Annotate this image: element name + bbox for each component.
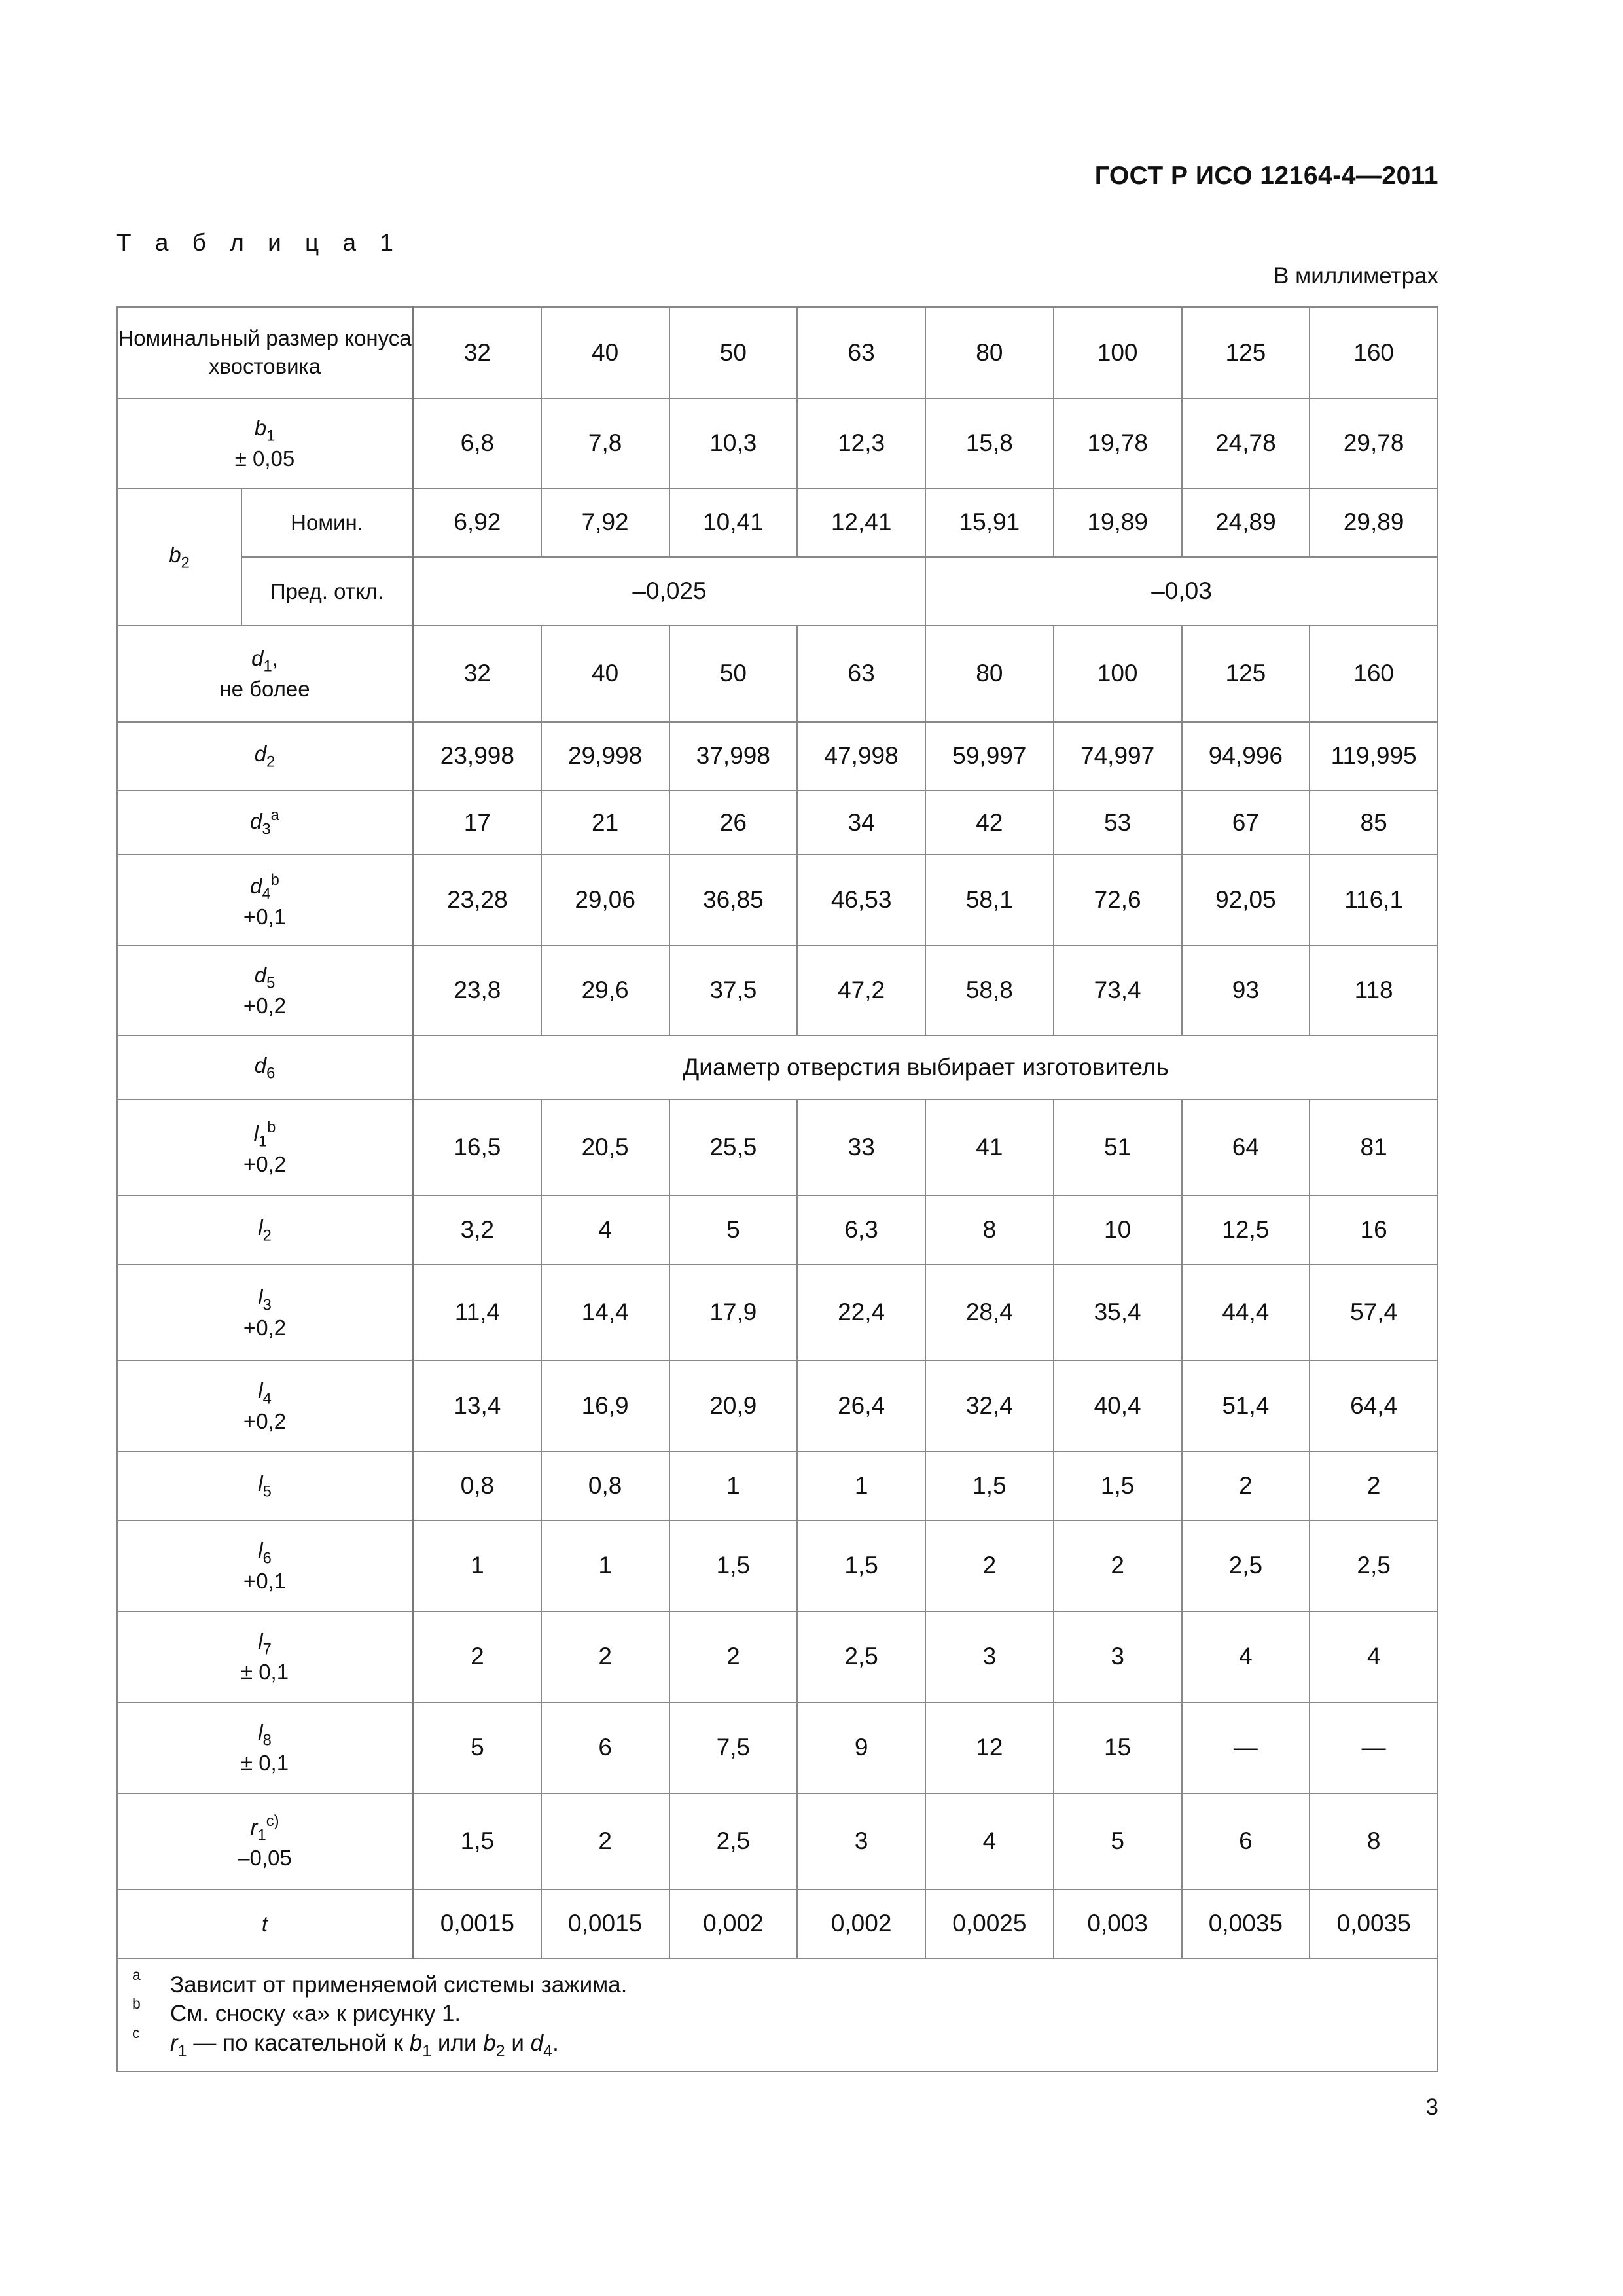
value-cell: 125: [1182, 626, 1310, 722]
b2-deviation-row: [117, 557, 1438, 626]
symbol-letter: l: [258, 1471, 263, 1496]
symbol-footnote-mark: a: [270, 806, 279, 825]
footnote: [132, 2024, 1437, 2062]
symbol-letter: d: [254, 963, 267, 988]
value-cell: 1,5: [925, 1452, 1054, 1520]
value-cell: 1,5: [1054, 1452, 1182, 1520]
symbol-letter: r: [250, 1814, 258, 1839]
parameter-symbol: [258, 1629, 272, 1659]
value-cell: 8: [1310, 1793, 1438, 1890]
value-cell: —: [1182, 1702, 1310, 1793]
value-cell: 72,6: [1054, 855, 1182, 946]
parameter-label-cell: [117, 1611, 413, 1702]
parameter-symbol: [258, 1471, 272, 1501]
value-cell: 0,002: [669, 1890, 798, 1958]
size-header-cell: 50: [669, 307, 798, 399]
value-cell: 9: [797, 1702, 925, 1793]
value-cell: 118: [1310, 946, 1438, 1035]
value-cell: 0,0035: [1310, 1890, 1438, 1958]
symbol-subscript: 6: [262, 1549, 272, 1568]
value-cell: 160: [1310, 626, 1438, 722]
value-cell: 100: [1054, 626, 1182, 722]
value-cell: 53: [1054, 791, 1182, 855]
symbol-subscript: 1: [263, 657, 272, 675]
value-cell: 2: [925, 1520, 1054, 1611]
value-cell: 16,5: [413, 1100, 541, 1196]
size-header-cell: 40: [541, 307, 669, 399]
tolerance-label: ± 0,1: [240, 1660, 289, 1685]
parameter-label-cell: [117, 855, 413, 946]
value-cell: 4: [541, 1196, 669, 1265]
parameter-row: [117, 1793, 1438, 1890]
value-cell: 1: [413, 1520, 541, 1611]
table-caption: Т а б л и ц а 1: [116, 229, 402, 256]
parameter-row: [117, 1890, 1438, 1958]
parameter-symbol: [250, 806, 279, 838]
symbol-subscript: 3: [262, 820, 271, 838]
value-cell: 16,9: [541, 1361, 669, 1452]
parameter-row: [117, 855, 1438, 946]
value-cell: 29,6: [541, 946, 669, 1035]
value-cell: 26,4: [797, 1361, 925, 1452]
size-header-cell: 160: [1310, 307, 1438, 399]
size-header-cell: 80: [925, 307, 1054, 399]
value-cell: 40: [541, 626, 669, 722]
b2-nominal-label: Номин.: [241, 488, 413, 557]
value-cell: 29,78: [1310, 399, 1438, 488]
parameter-label-cell: [117, 1196, 413, 1265]
value-cell: 2: [1054, 1520, 1182, 1611]
value-cell: 7,5: [669, 1702, 798, 1793]
value-cell: 92,05: [1182, 855, 1310, 946]
footnotes-cell: [117, 1958, 1438, 2072]
symbol-letter: t: [261, 1911, 268, 1936]
parameter-row: [117, 1100, 1438, 1196]
value-cell: 1,5: [669, 1520, 798, 1611]
tolerance-label: +0,2: [243, 1409, 287, 1434]
parameter-symbol: [169, 542, 190, 571]
b2-symbol-cell: [117, 488, 241, 626]
parameter-symbol: [258, 1720, 272, 1749]
size-header-cell: 32: [413, 307, 541, 399]
symbol-letter: l: [258, 1285, 263, 1310]
footnote-mark: b: [132, 1995, 141, 2013]
footnote-text: Зависит от применяемой системы зажима.: [170, 1972, 628, 1998]
value-cell: 1: [669, 1452, 798, 1520]
value-cell: 0,0015: [413, 1890, 541, 1958]
size-header-cell: 100: [1054, 307, 1182, 399]
parameter-row: [117, 1520, 1438, 1611]
symbol-subscript: 2: [262, 1227, 272, 1245]
symbol-subscript: 3: [262, 1296, 272, 1314]
symbol-letter: d: [250, 873, 262, 898]
value-cell: 116,1: [1310, 855, 1438, 946]
value-cell: 14,4: [541, 1265, 669, 1361]
value-cell: 59,997: [925, 722, 1054, 791]
tolerance-label: не более: [219, 677, 310, 702]
symbol-subscript: 4: [262, 1390, 272, 1408]
symbol-subscript: 5: [266, 974, 276, 992]
parameter-label-cell: [117, 399, 413, 488]
value-cell: 28,4: [925, 1265, 1054, 1361]
value-cell: 23,8: [413, 946, 541, 1035]
footnote-symbol: r: [170, 2030, 178, 2056]
parameter-label-cell: [117, 722, 413, 791]
value-cell: 2: [413, 1611, 541, 1702]
value-cell: 4: [1310, 1611, 1438, 1702]
value-cell: 22,4: [797, 1265, 925, 1361]
parameter-symbol: [251, 646, 278, 675]
parameter-symbol: [258, 1215, 272, 1245]
symbol-subscript: 8: [262, 1731, 272, 1749]
value-cell: —: [1310, 1702, 1438, 1793]
value-cell: 24,89: [1182, 488, 1310, 557]
d6-row: [117, 1035, 1438, 1100]
value-cell: 41: [925, 1100, 1054, 1196]
size-header-cell: 63: [797, 307, 925, 399]
value-cell: 40,4: [1054, 1361, 1182, 1452]
value-cell: 12,3: [797, 399, 925, 488]
header-label-cell: Номинальный размер конуса хвостовика: [117, 307, 413, 399]
footnote: [132, 1966, 1437, 2000]
symbol-subscript: 5: [262, 1482, 272, 1501]
footnote-text: — по касательной к: [187, 2030, 410, 2056]
symbol-letter: b: [169, 542, 181, 567]
value-cell: 2,5: [1310, 1520, 1438, 1611]
footnote: [132, 1995, 1437, 2028]
parameter-row: [117, 626, 1438, 722]
value-cell: 15: [1054, 1702, 1182, 1793]
parameter-symbol: [258, 1378, 272, 1408]
value-cell: 2: [1310, 1452, 1438, 1520]
symbol-letter: d: [254, 1052, 267, 1077]
value-cell: 47,2: [797, 946, 925, 1035]
value-cell: 29,89: [1310, 488, 1438, 557]
parameter-label-cell: [117, 1702, 413, 1793]
parameter-label-cell: [117, 946, 413, 1035]
value-cell: 2: [669, 1611, 798, 1702]
tolerance-label: +0,2: [243, 1316, 287, 1340]
value-cell: 32,4: [925, 1361, 1054, 1452]
value-cell: 0,003: [1054, 1890, 1182, 1958]
value-cell: 42: [925, 791, 1054, 855]
value-cell: 4: [1182, 1611, 1310, 1702]
parameter-row: [117, 1265, 1438, 1361]
parameter-symbol: [254, 416, 276, 445]
parameter-symbol: [258, 1538, 272, 1568]
value-cell: 1,5: [797, 1520, 925, 1611]
value-cell: 80: [925, 626, 1054, 722]
value-cell: 119,995: [1310, 722, 1438, 791]
parameter-row: [117, 1702, 1438, 1793]
value-cell: 20,9: [669, 1361, 798, 1452]
value-cell: 13,4: [413, 1361, 541, 1452]
symbol-subscript: 4: [262, 885, 271, 903]
symbol-footnote-mark: c): [266, 1812, 279, 1830]
symbol-subscript: 7: [262, 1640, 272, 1659]
tolerance-label: +0,1: [243, 1569, 287, 1594]
value-cell: 1: [541, 1520, 669, 1611]
parameter-row: [117, 1452, 1438, 1520]
value-cell: 12,41: [797, 488, 925, 557]
symbol-letter: d: [250, 809, 262, 834]
value-cell: 3: [797, 1793, 925, 1890]
value-cell: 67: [1182, 791, 1310, 855]
value-cell: 17: [413, 791, 541, 855]
parameter-label-cell: [117, 1265, 413, 1361]
value-cell: 5: [669, 1196, 798, 1265]
value-cell: 2: [541, 1611, 669, 1702]
value-cell: 19,78: [1054, 399, 1182, 488]
value-cell: 2,5: [669, 1793, 798, 1890]
b2-deviation-label: Пред. откл.: [241, 557, 413, 626]
value-cell: 29,998: [541, 722, 669, 791]
value-cell: 1: [797, 1452, 925, 1520]
value-cell: 74,997: [1054, 722, 1182, 791]
footnote-symbol: d: [530, 2030, 544, 2056]
value-cell: 0,0015: [541, 1890, 669, 1958]
value-cell: 51: [1054, 1100, 1182, 1196]
value-cell: 0,8: [541, 1452, 669, 1520]
value-cell: 2: [1182, 1452, 1310, 1520]
footnote-mark: a: [132, 1966, 141, 1983]
value-cell: 6: [1182, 1793, 1310, 1890]
value-cell: 34: [797, 791, 925, 855]
value-cell: 47,998: [797, 722, 925, 791]
parameter-symbol: [258, 1285, 272, 1314]
symbol-letter: d: [251, 646, 264, 671]
symbol-letter: l: [258, 1378, 263, 1403]
parameter-label-cell: [117, 626, 413, 722]
value-cell: 15,91: [925, 488, 1054, 557]
parameter-label-cell: [117, 1361, 413, 1452]
symbol-subscript: 6: [266, 1064, 276, 1082]
symbol-subscript: 1: [266, 427, 276, 445]
footnote-subscript: 4: [543, 2041, 553, 2060]
value-cell: 6,8: [413, 399, 541, 488]
value-cell: 29,06: [541, 855, 669, 946]
value-cell: 33: [797, 1100, 925, 1196]
value-cell: 2,5: [1182, 1520, 1310, 1611]
value-cell: 44,4: [1182, 1265, 1310, 1361]
tolerance-label: ± 0,1: [240, 1751, 289, 1776]
value-cell: 36,85: [669, 855, 798, 946]
value-cell: 8: [925, 1196, 1054, 1265]
tolerance-label: +0,2: [243, 1151, 287, 1176]
value-cell: 7,92: [541, 488, 669, 557]
value-cell: 0,8: [413, 1452, 541, 1520]
value-cell: 57,4: [1310, 1265, 1438, 1361]
value-cell: 25,5: [669, 1100, 798, 1196]
value-cell: 23,28: [413, 855, 541, 946]
value-cell: 1,5: [413, 1793, 541, 1890]
value-cell: 64,4: [1310, 1361, 1438, 1452]
parameter-symbol: [250, 1812, 279, 1844]
size-header-cell: 125: [1182, 307, 1310, 399]
deviation-value-cell: –0,025: [413, 557, 925, 626]
value-cell: 2: [541, 1793, 669, 1890]
parameter-symbol: [262, 1912, 268, 1936]
value-cell: 63: [797, 626, 925, 722]
symbol-letter: b: [254, 416, 267, 440]
tolerance-label: +0,2: [243, 994, 287, 1018]
value-cell: 51,4: [1182, 1361, 1310, 1452]
parameter-symbol: [250, 870, 279, 903]
value-cell: 81: [1310, 1100, 1438, 1196]
value-cell: 0,002: [797, 1890, 925, 1958]
value-cell: 21: [541, 791, 669, 855]
value-cell: 50: [669, 626, 798, 722]
value-cell: 35,4: [1054, 1265, 1182, 1361]
value-cell: 94,996: [1182, 722, 1310, 791]
value-cell: 12,5: [1182, 1196, 1310, 1265]
parameter-symbol: [254, 963, 276, 992]
table-header-row: [117, 307, 1438, 399]
symbol-suffix: ,: [272, 646, 278, 671]
parameter-row: [117, 1611, 1438, 1702]
value-cell: 46,53: [797, 855, 925, 946]
value-cell: 17,9: [669, 1265, 798, 1361]
footnote-text: См. сноску «а» к рисунку 1.: [170, 2001, 461, 2027]
symbol-letter: l: [258, 1629, 263, 1654]
footnote-text: и: [505, 2030, 531, 2056]
value-cell: 10: [1054, 1196, 1182, 1265]
value-cell: 10,3: [669, 399, 798, 488]
tolerance-label: ± 0,05: [234, 446, 295, 471]
parameter-symbol: [254, 742, 276, 771]
footnote-symbol: b: [409, 2030, 423, 2056]
value-cell: 6,92: [413, 488, 541, 557]
symbol-letter: l: [253, 1121, 259, 1145]
value-cell: 16: [1310, 1196, 1438, 1265]
symbol-letter: d: [254, 742, 267, 766]
b2-nominal-row: [117, 488, 1438, 557]
symbol-letter: l: [258, 1215, 263, 1240]
value-cell: 5: [1054, 1793, 1182, 1890]
parameter-label-cell: [117, 791, 413, 855]
page-number: 3: [1425, 2094, 1438, 2120]
value-cell: 6: [541, 1702, 669, 1793]
symbol-subscript: 1: [257, 1826, 266, 1844]
value-cell: 37,998: [669, 722, 798, 791]
parameter-row: [117, 946, 1438, 1035]
value-cell: 3: [925, 1611, 1054, 1702]
deviation-value-cell: –0,03: [925, 557, 1438, 626]
value-cell: 58,8: [925, 946, 1054, 1035]
units-note: В миллиметрах: [1274, 263, 1438, 289]
value-cell: 2,5: [797, 1611, 925, 1702]
standard-code: ГОСТ Р ИСО 12164-4—2011: [1094, 162, 1438, 190]
value-cell: 0,0025: [925, 1890, 1054, 1958]
value-cell: 12: [925, 1702, 1054, 1793]
footnote-subscript: 1: [422, 2041, 432, 2060]
footnote-subscript: 2: [495, 2041, 505, 2060]
value-cell: 20,5: [541, 1100, 669, 1196]
symbol-footnote-mark: b: [270, 870, 279, 889]
tolerance-label: –0,05: [238, 1845, 292, 1870]
value-cell: 32: [413, 626, 541, 722]
value-cell: 3,2: [413, 1196, 541, 1265]
parameter-label-cell: [117, 1793, 413, 1890]
symbol-subscript: 1: [258, 1132, 268, 1151]
parameter-label-cell: [117, 1100, 413, 1196]
value-cell: 26: [669, 791, 798, 855]
value-cell: 64: [1182, 1100, 1310, 1196]
footnote-subscript: 1: [177, 2041, 187, 2060]
footnote-mark: c: [132, 2024, 140, 2041]
value-cell: 5: [413, 1702, 541, 1793]
symbol-letter: l: [258, 1538, 263, 1563]
parameter-symbol: [253, 1118, 276, 1151]
value-cell: 37,5: [669, 946, 798, 1035]
value-cell: 73,4: [1054, 946, 1182, 1035]
value-cell: 10,41: [669, 488, 798, 557]
value-cell: 15,8: [925, 399, 1054, 488]
tolerance-label: +0,1: [243, 904, 287, 929]
parameter-row: [117, 722, 1438, 791]
value-cell: 24,78: [1182, 399, 1310, 488]
d6-note-cell: Диаметр отверстия выбирает изготовитель: [413, 1035, 1438, 1100]
value-cell: 58,1: [925, 855, 1054, 946]
symbol-footnote-mark: b: [267, 1118, 276, 1136]
value-cell: 4: [925, 1793, 1054, 1890]
value-cell: 23,998: [413, 722, 541, 791]
footnote-symbol: b: [483, 2030, 496, 2056]
symbol-letter: l: [258, 1720, 263, 1745]
value-cell: 0,0035: [1182, 1890, 1310, 1958]
symbol-subscript: 2: [181, 553, 190, 571]
parameter-row: [117, 399, 1438, 488]
value-cell: 7,8: [541, 399, 669, 488]
value-cell: 93: [1182, 946, 1310, 1035]
parameter-row: [117, 1196, 1438, 1265]
value-cell: 19,89: [1054, 488, 1182, 557]
parameter-label-cell: [117, 1035, 413, 1100]
value-cell: 11,4: [413, 1265, 541, 1361]
parameter-row: [117, 1361, 1438, 1452]
footnote-text: .: [552, 2030, 559, 2056]
parameter-label-cell: [117, 1890, 413, 1958]
parameter-row: [117, 791, 1438, 855]
value-cell: 85: [1310, 791, 1438, 855]
footnotes-row: [117, 1958, 1438, 2072]
value-cell: 3: [1054, 1611, 1182, 1702]
parameter-symbol: [254, 1052, 276, 1082]
symbol-subscript: 2: [266, 753, 276, 771]
parameter-label-cell: [117, 1520, 413, 1611]
value-cell: 6,3: [797, 1196, 925, 1265]
footnote-text: или: [431, 2030, 484, 2056]
dimensions-table: [116, 306, 1438, 2072]
parameter-label-cell: [117, 1452, 413, 1520]
